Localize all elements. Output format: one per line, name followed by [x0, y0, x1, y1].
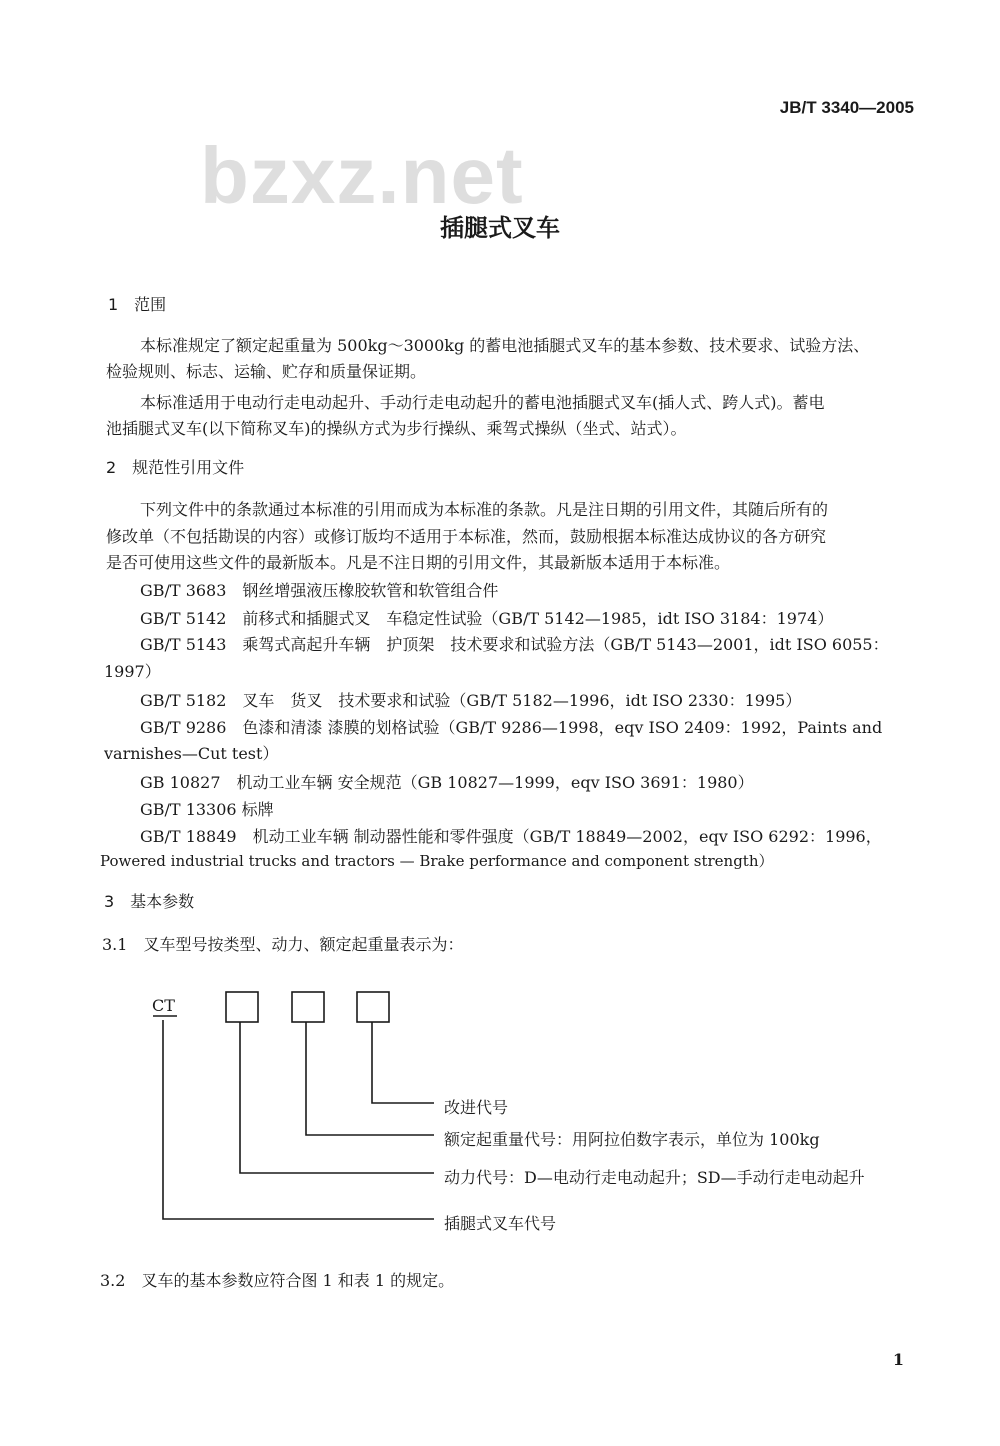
reference-item: GB/T 5143 乘驾式高起升车辆 护顶架 技术要求和试验方法（GB/T 5143—2001，idt ISO 6055： — [140, 635, 889, 654]
reference-item-continuation: varnishes—Cut test） — [104, 744, 279, 763]
section-2-heading: 2 规范性引用文件 — [106, 458, 245, 477]
reference-item: GB/T 9286 色漆和清漆 漆膜的划格试验（GB/T 9286—1998，eqv ISO 2409：1992，Paints and — [140, 718, 883, 737]
section-3-heading: 3 基本参数 — [104, 892, 195, 911]
section-2-line: 下列文件中的条款通过本标准的引用而成为本标准的条款。凡是注日期的引用文件，其随后所有的 — [140, 500, 829, 519]
reference-item: GB/T 13306 标牌 — [140, 800, 274, 819]
reference-item: GB/T 5182 叉车 货叉 技术要求和试验（GB/T 5182—1996，idt ISO 2330：1995） — [140, 691, 802, 710]
diagram-label-improvement: 改进代号 — [444, 1098, 509, 1117]
section-1-line: 检验规则、标志、运输、贮存和质量保证期。 — [106, 362, 427, 381]
reference-item: GB/T 18849 机动工业车辆 制动器性能和零件强度（GB/T 18849—2002，eqv ISO 6292：1996， — [140, 827, 882, 846]
section-1-line: 本标准规定了额定起重量为 500kg～3000kg 的蓄电池插腿式叉车的基本参数、技术要求、试验方法、 — [140, 336, 870, 355]
page-number: 1 — [892, 1350, 904, 1369]
section-1-heading: 1 范围 — [108, 295, 167, 314]
code-box-power — [226, 992, 258, 1022]
section-1-line: 本标准适用于电动行走电动起升、手动行走电动起升的蓄电池插腿式叉车(插人式、跨人式)。蓄电 — [140, 393, 825, 412]
clause-3-2: 3.2 叉车的基本参数应符合图 1 和表 1 的规定。 — [100, 1271, 455, 1290]
leader-line-improvement — [372, 1022, 434, 1103]
diagram-label-capacity: 额定起重量代号：用阿拉伯数字表示，单位为 100kg — [444, 1130, 820, 1149]
reference-item: GB/T 3683 钢丝增强液压橡胶软管和软管组合件 — [140, 581, 499, 600]
leader-line-power — [240, 1022, 434, 1173]
reference-item: GB/T 5142 前移式和插腿式叉 车稳定性试验（GB/T 5142—1985，idt ISO 3184：1974） — [140, 609, 834, 628]
diagram-label-type: 插腿式叉车代号 — [444, 1214, 557, 1233]
diagram-prefix: CT — [152, 996, 175, 1015]
section-2-line: 是否可使用这些文件的最新版本。凡是不注日期的引用文件，其最新版本适用于本标准。 — [106, 553, 731, 572]
watermark: bzxz.net — [200, 131, 524, 220]
code-box-improvement — [357, 992, 389, 1022]
reference-item-continuation: 1997） — [104, 662, 161, 681]
reference-item-continuation: Powered industrial trucks and tractors — Brake performance and component strength） — [100, 852, 774, 870]
code-box-capacity — [292, 992, 324, 1022]
leader-line-type — [163, 1020, 434, 1219]
section-2-line: 修改单（不包括勘误的内容）或修订版均不适用于本标准，然而，鼓励根据本标准达成协议的各方研究 — [106, 527, 827, 546]
standard-code: JB/T 3340—2005 — [779, 98, 914, 117]
section-1-line: 池插腿式叉车(以下简称叉车)的操纵方式为步行操纵、乘驾式操纵（坐式、站式）。 — [106, 419, 687, 438]
reference-item: GB 10827 机动工业车辆 安全规范（GB 10827—1999，eqv ISO 3691：1980） — [140, 773, 754, 792]
leader-line-capacity — [306, 1022, 434, 1135]
diagram-label-power: 动力代号：D—电动行走电动起升；SD—手动行走电动起升 — [444, 1168, 865, 1187]
clause-3-1: 3.1 叉车型号按类型、动力、额定起重量表示为： — [102, 935, 464, 954]
document-title: 插腿式叉车 — [440, 214, 560, 242]
